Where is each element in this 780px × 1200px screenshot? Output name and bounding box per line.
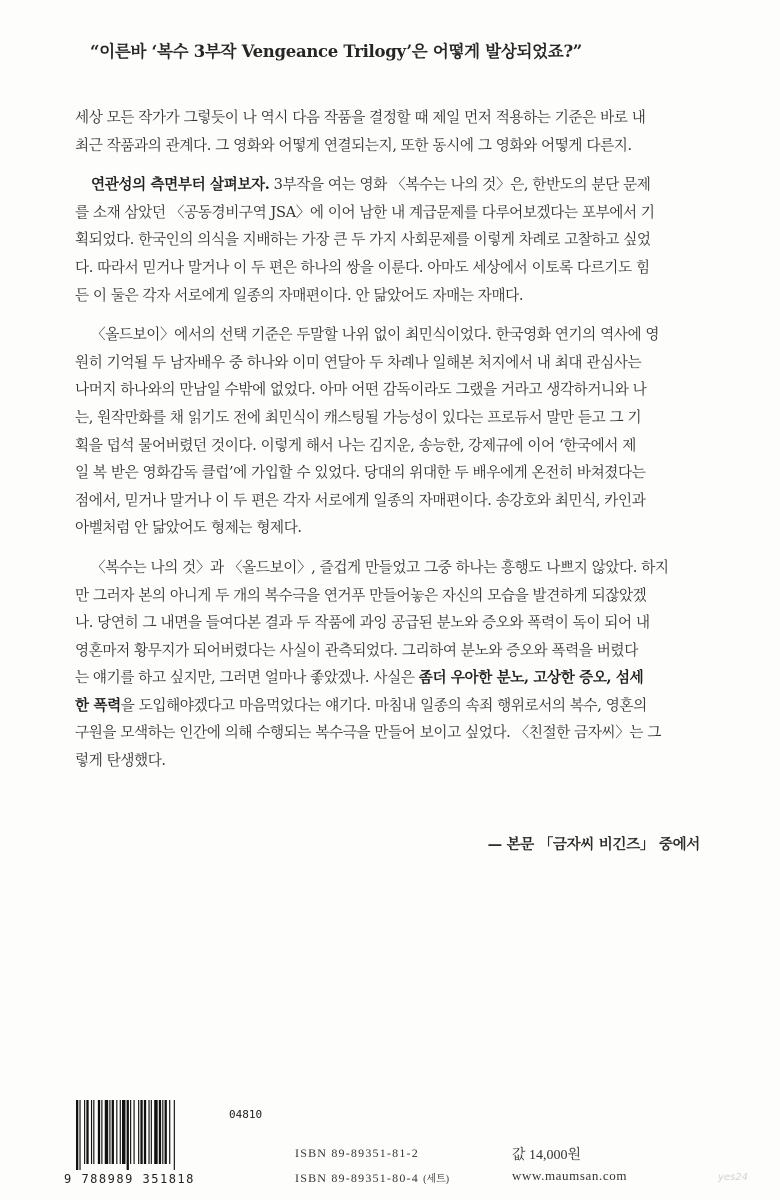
barcode-bar — [159, 1100, 161, 1164]
barcode-bar — [109, 1100, 110, 1164]
line-text: 〈복수는 나의 것〉과 〈올드보이〉, 즐겁게 만들었고 그중 하나는 흥행도 나쁘지 않았다. 하지 — [91, 558, 669, 576]
body-line — [75, 692, 705, 720]
line-text: 아벨처럼 안 닮았어도 형제는 형제다. — [75, 519, 302, 537]
paragraph-gap — [75, 309, 705, 321]
isbn-line-1: ISBN 89-89351-81-2 — [295, 1146, 419, 1160]
barcode-bar — [79, 1100, 80, 1170]
body-line — [75, 282, 705, 310]
line-text: 획되었다. 한국인의 의식을 지배하는 가장 큰 두 가지 사회문제를 이렇게 차례로 고찰하고 싶었 — [75, 231, 651, 249]
body-line — [75, 554, 705, 582]
emphasis-text: 좀더 우아한 분노, 고상한 증오, 섬세 — [418, 669, 644, 687]
barcode-bar — [127, 1100, 129, 1170]
barcode-bar — [151, 1100, 152, 1164]
line-text: 원히 기억될 두 남자배우 중 하나와 이미 연달아 두 차례나 일해본 처지에서 내 최대 관심사는 — [75, 353, 642, 371]
barcode-bar — [140, 1100, 142, 1164]
barcode-bar — [162, 1100, 163, 1164]
body-line — [75, 514, 705, 542]
body-line — [75, 637, 705, 665]
emphasis-text: 연관성의 측면부터 살펴보자. — [91, 176, 270, 194]
body-line — [75, 171, 705, 199]
barcode-bar — [84, 1100, 85, 1164]
publisher-website: www.maumsan.com — [512, 1168, 628, 1183]
body-line — [75, 104, 705, 132]
line-text: 영혼마저 황무지가 되어버렸다는 사실이 관측되었다. 그리하여 분노와 증오와 폭력을 버렸다 — [75, 641, 638, 659]
line-text: 다. 따라서 믿거나 말거나 이 두 편은 하나의 쌍을 이룬다. 아마도 세상에서 이토록 다르기도 힘 — [75, 258, 650, 276]
barcode-bar — [169, 1100, 170, 1164]
line-text: 획을 덥석 물어버렸던 것이다. 이렇게 해서 나는 김지운, 송능한, 강제규에 이어 ‘한국에서 제 — [75, 436, 636, 454]
line-text: 를 소재 삼았던 〈공동경비구역 JSA〉에 이어 남한 내 계급문제를 다루어보겠다는 포부에서 기 — [75, 203, 655, 221]
barcode-image — [76, 1100, 226, 1170]
isbn-set-label: (세트) — [423, 1174, 450, 1185]
barcode-bar — [91, 1100, 92, 1164]
price-label: 값 14,000원 — [512, 1148, 582, 1163]
line-text: 는, 원작만화를 채 읽기도 전에 최민식이 캐스팅될 가능성이 있다는 프로듀서 말만 듣고 그 기 — [75, 408, 642, 426]
barcode-block — [62, 1100, 272, 1192]
line-text: 세상 모든 작가가 그렇듯이 나 역시 다음 작품을 결정할 때 제일 먼저 적용하는 기준은 바로 내 — [75, 109, 646, 126]
body-line — [75, 487, 705, 515]
line-text: 는 얘기를 하고 싶지만, 그러면 얼마나 좋았겠나. 사실은 — [75, 669, 419, 687]
barcode-bar — [130, 1100, 131, 1164]
barcode-bar — [134, 1100, 135, 1164]
line-text: 〈올드보이〉에서의 선택 기준은 두말할 나위 없이 최민식이었다. 한국영화 연기의 역사에 영 — [91, 326, 660, 344]
line-text: 렇게 탄생했다. — [75, 752, 166, 770]
body-line — [75, 404, 705, 432]
heading-question: “이른바 ‘복수 3부작 Vengeance Trilogy’은 어떻게 발상되었죠?” — [90, 42, 582, 61]
barcode-bar — [76, 1100, 78, 1170]
barcode-bar — [101, 1100, 102, 1164]
body-line — [75, 432, 705, 460]
body-line — [75, 254, 705, 282]
line-text: 든 이 둘은 각자 서로에게 일종의 자매편이다. 안 닮았어도 자매는 자매다. — [75, 286, 524, 304]
barcode-bar — [93, 1100, 94, 1164]
line-text: 3부작을 여는 영화 〈복수는 나의 것〉은, 한반도의 분단 문제 — [269, 176, 651, 194]
body-line — [75, 459, 705, 487]
body-line — [75, 226, 705, 254]
barcode-bar — [98, 1100, 100, 1164]
barcode-bar — [122, 1100, 125, 1164]
paragraph-gap — [75, 542, 705, 554]
body-line — [75, 719, 705, 747]
body-line — [75, 321, 705, 349]
barcode-bar — [154, 1100, 157, 1164]
body-line — [75, 376, 705, 404]
barcode-bar — [120, 1100, 121, 1164]
line-text: 구원을 모색하는 인간에 의해 수행되는 복수극을 만들어 보이고 싶었다. 〈친절한 금자씨〉는 그 — [75, 724, 662, 742]
barcode-bar — [105, 1100, 108, 1164]
barcode-bar — [86, 1100, 88, 1164]
barcode-digits: 9 788989 351818 — [64, 1172, 195, 1186]
source-attribution: — 본문 「금자씨 비긴즈」 중에서 — [487, 836, 700, 853]
body-line — [75, 349, 705, 377]
line-text: 최근 작품과의 관계다. 그 영화와 어떻게 연결되는지, 또한 동시에 그 영화와 어떻게 다른지. — [75, 136, 632, 154]
emphasis-text: 한 폭력 — [75, 696, 121, 714]
line-text: 나. 당연히 그 내면을 들여다본 결과 두 작품에 과잉 공급된 분노와 증오와 폭력이 독이 되어 내 — [75, 614, 650, 632]
body-line — [75, 199, 705, 227]
barcode-bar — [138, 1100, 139, 1164]
line-text: 을 도입해야겠다고 마음먹었다는 얘기다. 마침내 일종의 속죄 행위로서의 복수, 영혼의 — [120, 696, 647, 714]
barcode-bar — [148, 1100, 149, 1164]
body-line — [75, 132, 705, 160]
isbn-line-2-number: ISBN 89-89351-80-4 — [295, 1171, 419, 1185]
barcode-bar — [144, 1100, 146, 1164]
line-text: 만 그러자 본의 아니게 두 개의 복수극을 연거푸 만들어놓은 자신의 모습을 발견하게 되잖았겠 — [75, 586, 647, 604]
line-text: 나머지 하나와의 만남일 수밖에 없었다. 아마 어떤 감독이라도 그랬을 거라고 생각하거니와 나 — [75, 381, 647, 399]
paragraph-gap — [75, 159, 705, 171]
body-line — [75, 747, 705, 775]
line-text: 점에서, 믿거나 말거나 이 두 편은 각자 서로에게 일종의 자매편이다. 송강호와 최민식, 카인과 — [75, 491, 646, 509]
barcode-bar — [165, 1100, 167, 1164]
body-text — [75, 104, 705, 775]
body-line — [75, 582, 705, 610]
barcode-bar — [116, 1100, 117, 1164]
watermark: yes24 — [718, 1172, 749, 1183]
line-text: 일 복 받은 영화감독 클럽’에 가입할 수 있었다. 당대의 위대한 두 배우에게 온전히 바쳐졌다는 — [75, 464, 646, 482]
body-line — [75, 664, 705, 692]
body-line — [75, 609, 705, 637]
isbn-line-2 — [295, 1170, 449, 1186]
barcode-bar — [112, 1100, 114, 1164]
barcode-addon-number: 04810 — [229, 1108, 263, 1121]
barcode-bar — [174, 1100, 175, 1170]
